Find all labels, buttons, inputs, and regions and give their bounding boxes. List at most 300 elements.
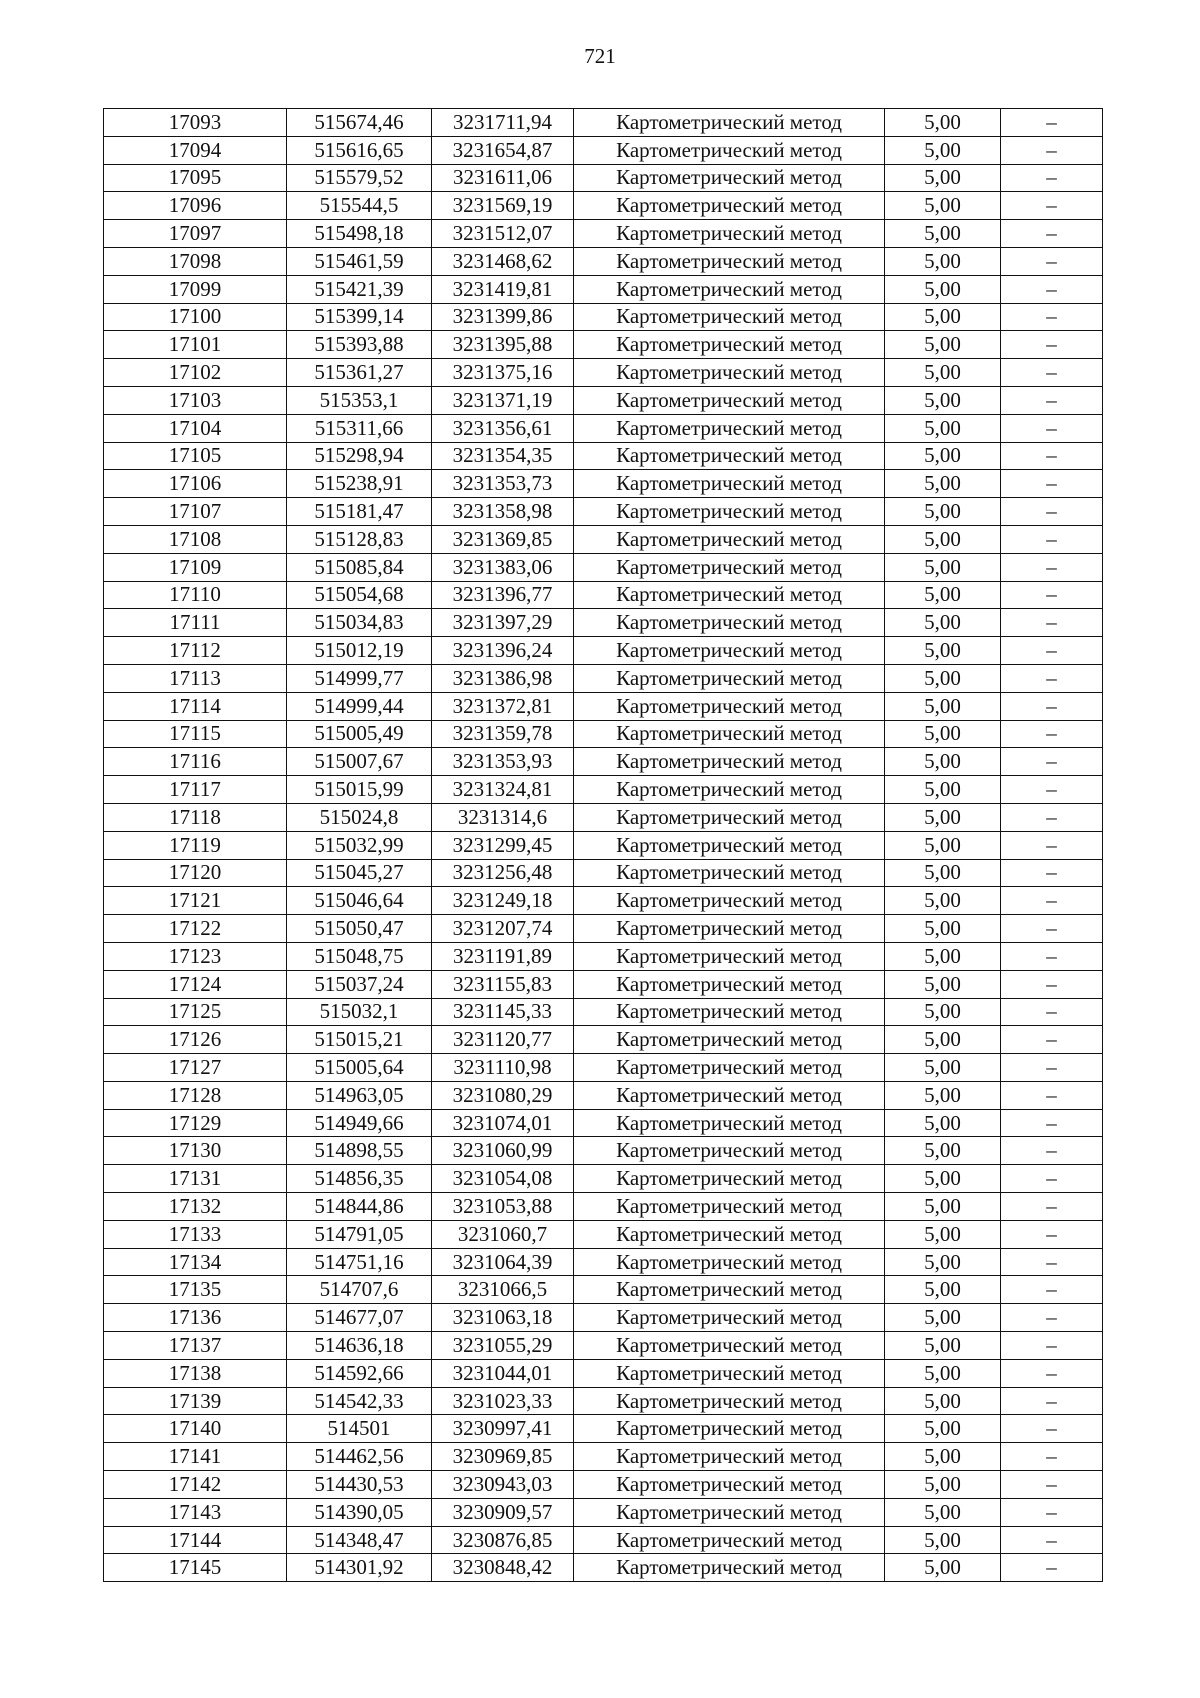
dash-cell: – — [1001, 164, 1103, 192]
x-coordinate-cell: 515361,27 — [287, 359, 432, 387]
point-number-cell: 17141 — [104, 1443, 287, 1471]
coordinates-table-body — [104, 109, 1103, 1582]
accuracy-cell: 5,00 — [885, 970, 1001, 998]
y-coordinate-cell: 3231314,6 — [432, 803, 574, 831]
accuracy-cell: 5,00 — [885, 386, 1001, 414]
point-number-cell: 17138 — [104, 1359, 287, 1387]
dash-cell: – — [1001, 1054, 1103, 1082]
point-number-cell: 17121 — [104, 887, 287, 915]
y-coordinate-cell: 3231299,45 — [432, 831, 574, 859]
accuracy-cell: 5,00 — [885, 1081, 1001, 1109]
y-coordinate-cell: 3231354,35 — [432, 442, 574, 470]
dash-cell: – — [1001, 386, 1103, 414]
x-coordinate-cell: 515238,91 — [287, 470, 432, 498]
table-row — [104, 109, 1103, 137]
y-coordinate-cell: 3231120,77 — [432, 1026, 574, 1054]
accuracy-cell: 5,00 — [885, 1276, 1001, 1304]
accuracy-cell: 5,00 — [885, 303, 1001, 331]
x-coordinate-cell: 515007,67 — [287, 748, 432, 776]
dash-cell: – — [1001, 247, 1103, 275]
table-row — [104, 1332, 1103, 1360]
accuracy-cell: 5,00 — [885, 1415, 1001, 1443]
method-cell: Картометрический метод — [574, 831, 885, 859]
y-coordinate-cell: 3231371,19 — [432, 386, 574, 414]
table-row — [104, 1109, 1103, 1137]
accuracy-cell: 5,00 — [885, 1165, 1001, 1193]
method-cell: Картометрический метод — [574, 386, 885, 414]
dash-cell: – — [1001, 942, 1103, 970]
dash-cell: – — [1001, 637, 1103, 665]
y-coordinate-cell: 3231054,08 — [432, 1165, 574, 1193]
dash-cell: – — [1001, 831, 1103, 859]
accuracy-cell: 5,00 — [885, 1193, 1001, 1221]
point-number-cell: 17114 — [104, 692, 287, 720]
y-coordinate-cell: 3231155,83 — [432, 970, 574, 998]
method-cell: Картометрический метод — [574, 136, 885, 164]
method-cell: Картометрический метод — [574, 887, 885, 915]
method-cell: Картометрический метод — [574, 803, 885, 831]
dash-cell: – — [1001, 303, 1103, 331]
method-cell: Картометрический метод — [574, 1443, 885, 1471]
x-coordinate-cell: 515015,21 — [287, 1026, 432, 1054]
table-row — [104, 498, 1103, 526]
dash-cell: – — [1001, 414, 1103, 442]
y-coordinate-cell: 3231053,88 — [432, 1193, 574, 1221]
x-coordinate-cell: 514592,66 — [287, 1359, 432, 1387]
accuracy-cell: 5,00 — [885, 1137, 1001, 1165]
method-cell: Картометрический метод — [574, 609, 885, 637]
y-coordinate-cell: 3231386,98 — [432, 664, 574, 692]
point-number-cell: 17107 — [104, 498, 287, 526]
dash-cell: – — [1001, 1554, 1103, 1582]
method-cell: Картометрический метод — [574, 164, 885, 192]
point-number-cell: 17102 — [104, 359, 287, 387]
table-row — [104, 553, 1103, 581]
accuracy-cell: 5,00 — [885, 637, 1001, 665]
dash-cell: – — [1001, 1137, 1103, 1165]
x-coordinate-cell: 515037,24 — [287, 970, 432, 998]
accuracy-cell: 5,00 — [885, 220, 1001, 248]
dash-cell: – — [1001, 1248, 1103, 1276]
accuracy-cell: 5,00 — [885, 1526, 1001, 1554]
x-coordinate-cell: 515399,14 — [287, 303, 432, 331]
x-coordinate-cell: 515050,47 — [287, 915, 432, 943]
accuracy-cell: 5,00 — [885, 498, 1001, 526]
point-number-cell: 17117 — [104, 776, 287, 804]
point-number-cell: 17135 — [104, 1276, 287, 1304]
accuracy-cell: 5,00 — [885, 275, 1001, 303]
dash-cell: – — [1001, 998, 1103, 1026]
method-cell: Картометрический метод — [574, 1498, 885, 1526]
method-cell: Картометрический метод — [574, 525, 885, 553]
method-cell: Картометрический метод — [574, 637, 885, 665]
y-coordinate-cell: 3231353,73 — [432, 470, 574, 498]
point-number-cell: 17094 — [104, 136, 287, 164]
accuracy-cell: 5,00 — [885, 1109, 1001, 1137]
table-row — [104, 1081, 1103, 1109]
table-row — [104, 414, 1103, 442]
dash-cell: – — [1001, 1220, 1103, 1248]
point-number-cell: 17134 — [104, 1248, 287, 1276]
y-coordinate-cell: 3231383,06 — [432, 553, 574, 581]
y-coordinate-cell: 3231397,29 — [432, 609, 574, 637]
y-coordinate-cell: 3231358,98 — [432, 498, 574, 526]
accuracy-cell: 5,00 — [885, 359, 1001, 387]
x-coordinate-cell: 514677,07 — [287, 1304, 432, 1332]
table-row — [104, 915, 1103, 943]
method-cell: Картометрический метод — [574, 1165, 885, 1193]
x-coordinate-cell: 514751,16 — [287, 1248, 432, 1276]
y-coordinate-cell: 3231066,5 — [432, 1276, 574, 1304]
point-number-cell: 17108 — [104, 525, 287, 553]
x-coordinate-cell: 514430,53 — [287, 1471, 432, 1499]
x-coordinate-cell: 515461,59 — [287, 247, 432, 275]
method-cell: Картометрический метод — [574, 1415, 885, 1443]
accuracy-cell: 5,00 — [885, 1304, 1001, 1332]
accuracy-cell: 5,00 — [885, 609, 1001, 637]
x-coordinate-cell: 514898,55 — [287, 1137, 432, 1165]
method-cell: Картометрический метод — [574, 442, 885, 470]
accuracy-cell: 5,00 — [885, 581, 1001, 609]
y-coordinate-cell: 3231419,81 — [432, 275, 574, 303]
dash-cell: – — [1001, 581, 1103, 609]
dash-cell: – — [1001, 359, 1103, 387]
accuracy-cell: 5,00 — [885, 1332, 1001, 1360]
y-coordinate-cell: 3231359,78 — [432, 720, 574, 748]
method-cell: Картометрический метод — [574, 331, 885, 359]
table-row — [104, 1026, 1103, 1054]
y-coordinate-cell: 3231468,62 — [432, 247, 574, 275]
accuracy-cell: 5,00 — [885, 1359, 1001, 1387]
y-coordinate-cell: 3231191,89 — [432, 942, 574, 970]
method-cell: Картометрический метод — [574, 1332, 885, 1360]
accuracy-cell: 5,00 — [885, 470, 1001, 498]
point-number-cell: 17115 — [104, 720, 287, 748]
y-coordinate-cell: 3231396,77 — [432, 581, 574, 609]
table-row — [104, 164, 1103, 192]
table-row — [104, 1498, 1103, 1526]
table-row — [104, 1165, 1103, 1193]
point-number-cell: 17131 — [104, 1165, 287, 1193]
accuracy-cell: 5,00 — [885, 776, 1001, 804]
point-number-cell: 17093 — [104, 109, 287, 137]
table-row — [104, 1387, 1103, 1415]
point-number-cell: 17104 — [104, 414, 287, 442]
x-coordinate-cell: 514949,66 — [287, 1109, 432, 1137]
y-coordinate-cell: 3231569,19 — [432, 192, 574, 220]
accuracy-cell: 5,00 — [885, 831, 1001, 859]
table-row — [104, 1554, 1103, 1582]
y-coordinate-cell: 3231369,85 — [432, 525, 574, 553]
method-cell: Картометрический метод — [574, 692, 885, 720]
x-coordinate-cell: 515005,64 — [287, 1054, 432, 1082]
point-number-cell: 17144 — [104, 1526, 287, 1554]
point-number-cell: 17097 — [104, 220, 287, 248]
accuracy-cell: 5,00 — [885, 942, 1001, 970]
method-cell: Картометрический метод — [574, 942, 885, 970]
dash-cell: – — [1001, 331, 1103, 359]
x-coordinate-cell: 514844,86 — [287, 1193, 432, 1221]
point-number-cell: 17128 — [104, 1081, 287, 1109]
y-coordinate-cell: 3231207,74 — [432, 915, 574, 943]
table-row — [104, 1415, 1103, 1443]
y-coordinate-cell: 3231060,99 — [432, 1137, 574, 1165]
table-row — [104, 609, 1103, 637]
x-coordinate-cell: 515393,88 — [287, 331, 432, 359]
method-cell: Картометрический метод — [574, 970, 885, 998]
point-number-cell: 17139 — [104, 1387, 287, 1415]
x-coordinate-cell: 515012,19 — [287, 637, 432, 665]
dash-cell: – — [1001, 442, 1103, 470]
dash-cell: – — [1001, 109, 1103, 137]
method-cell: Картометрический метод — [574, 720, 885, 748]
method-cell: Картометрический метод — [574, 1248, 885, 1276]
table-row — [104, 1248, 1103, 1276]
point-number-cell: 17142 — [104, 1471, 287, 1499]
dash-cell: – — [1001, 1109, 1103, 1137]
dash-cell: – — [1001, 1081, 1103, 1109]
point-number-cell: 17119 — [104, 831, 287, 859]
dash-cell: – — [1001, 803, 1103, 831]
accuracy-cell: 5,00 — [885, 109, 1001, 137]
dash-cell: – — [1001, 1304, 1103, 1332]
point-number-cell: 17103 — [104, 386, 287, 414]
point-number-cell: 17132 — [104, 1193, 287, 1221]
dash-cell: – — [1001, 915, 1103, 943]
dash-cell: – — [1001, 1026, 1103, 1054]
x-coordinate-cell: 515032,99 — [287, 831, 432, 859]
method-cell: Картометрический метод — [574, 1276, 885, 1304]
table-row — [104, 303, 1103, 331]
method-cell: Картометрический метод — [574, 1471, 885, 1499]
accuracy-cell: 5,00 — [885, 720, 1001, 748]
dash-cell: – — [1001, 553, 1103, 581]
y-coordinate-cell: 3231044,01 — [432, 1359, 574, 1387]
table-row — [104, 247, 1103, 275]
method-cell: Картометрический метод — [574, 247, 885, 275]
x-coordinate-cell: 514542,33 — [287, 1387, 432, 1415]
accuracy-cell: 5,00 — [885, 1387, 1001, 1415]
method-cell: Картометрический метод — [574, 1220, 885, 1248]
method-cell: Картометрический метод — [574, 1026, 885, 1054]
dash-cell: – — [1001, 1471, 1103, 1499]
x-coordinate-cell: 514301,92 — [287, 1554, 432, 1582]
x-coordinate-cell: 515034,83 — [287, 609, 432, 637]
table-row — [104, 1276, 1103, 1304]
point-number-cell: 17096 — [104, 192, 287, 220]
x-coordinate-cell: 515032,1 — [287, 998, 432, 1026]
dash-cell: – — [1001, 1359, 1103, 1387]
table-row — [104, 136, 1103, 164]
y-coordinate-cell: 3231080,29 — [432, 1081, 574, 1109]
accuracy-cell: 5,00 — [885, 915, 1001, 943]
method-cell: Картометрический метод — [574, 192, 885, 220]
y-coordinate-cell: 3230848,42 — [432, 1554, 574, 1582]
point-number-cell: 17116 — [104, 748, 287, 776]
point-number-cell: 17123 — [104, 942, 287, 970]
x-coordinate-cell: 515579,52 — [287, 164, 432, 192]
point-number-cell: 17122 — [104, 915, 287, 943]
dash-cell: – — [1001, 498, 1103, 526]
accuracy-cell: 5,00 — [885, 664, 1001, 692]
method-cell: Картометрический метод — [574, 1137, 885, 1165]
accuracy-cell: 5,00 — [885, 1554, 1001, 1582]
point-number-cell: 17143 — [104, 1498, 287, 1526]
y-coordinate-cell: 3231064,39 — [432, 1248, 574, 1276]
y-coordinate-cell: 3231375,16 — [432, 359, 574, 387]
point-number-cell: 17099 — [104, 275, 287, 303]
method-cell: Картометрический метод — [574, 1526, 885, 1554]
method-cell: Картометрический метод — [574, 915, 885, 943]
accuracy-cell: 5,00 — [885, 887, 1001, 915]
table-row — [104, 1054, 1103, 1082]
table-row — [104, 803, 1103, 831]
x-coordinate-cell: 514856,35 — [287, 1165, 432, 1193]
method-cell: Картометрический метод — [574, 470, 885, 498]
table-row — [104, 637, 1103, 665]
x-coordinate-cell: 515045,27 — [287, 859, 432, 887]
table-row — [104, 1526, 1103, 1554]
dash-cell: – — [1001, 1415, 1103, 1443]
point-number-cell: 17106 — [104, 470, 287, 498]
method-cell: Картометрический метод — [574, 664, 885, 692]
point-number-cell: 17105 — [104, 442, 287, 470]
dash-cell: – — [1001, 609, 1103, 637]
accuracy-cell: 5,00 — [885, 164, 1001, 192]
x-coordinate-cell: 515054,68 — [287, 581, 432, 609]
dash-cell: – — [1001, 720, 1103, 748]
accuracy-cell: 5,00 — [885, 1248, 1001, 1276]
method-cell: Картометрический метод — [574, 748, 885, 776]
table-row — [104, 192, 1103, 220]
method-cell: Картометрический метод — [574, 859, 885, 887]
table-row — [104, 220, 1103, 248]
table-row — [104, 470, 1103, 498]
table-row — [104, 748, 1103, 776]
point-number-cell: 17125 — [104, 998, 287, 1026]
x-coordinate-cell: 515498,18 — [287, 220, 432, 248]
method-cell: Картометрический метод — [574, 1359, 885, 1387]
y-coordinate-cell: 3230876,85 — [432, 1526, 574, 1554]
x-coordinate-cell: 515181,47 — [287, 498, 432, 526]
accuracy-cell: 5,00 — [885, 1054, 1001, 1082]
accuracy-cell: 5,00 — [885, 803, 1001, 831]
point-number-cell: 17145 — [104, 1554, 287, 1582]
y-coordinate-cell: 3231055,29 — [432, 1332, 574, 1360]
method-cell: Картометрический метод — [574, 1554, 885, 1582]
accuracy-cell: 5,00 — [885, 998, 1001, 1026]
x-coordinate-cell: 515544,5 — [287, 192, 432, 220]
y-coordinate-cell: 3231145,33 — [432, 998, 574, 1026]
accuracy-cell: 5,00 — [885, 136, 1001, 164]
table-row — [104, 1137, 1103, 1165]
y-coordinate-cell: 3231395,88 — [432, 331, 574, 359]
page-number: 721 — [584, 44, 616, 68]
accuracy-cell: 5,00 — [885, 1471, 1001, 1499]
accuracy-cell: 5,00 — [885, 1498, 1001, 1526]
method-cell: Картометрический метод — [574, 359, 885, 387]
accuracy-cell: 5,00 — [885, 414, 1001, 442]
y-coordinate-cell: 3230909,57 — [432, 1498, 574, 1526]
x-coordinate-cell: 515046,64 — [287, 887, 432, 915]
table-row — [104, 581, 1103, 609]
coordinates-table — [103, 108, 1103, 1582]
dash-cell: – — [1001, 776, 1103, 804]
dash-cell: – — [1001, 470, 1103, 498]
point-number-cell: 17127 — [104, 1054, 287, 1082]
y-coordinate-cell: 3231356,61 — [432, 414, 574, 442]
point-number-cell: 17112 — [104, 637, 287, 665]
x-coordinate-cell: 514462,56 — [287, 1443, 432, 1471]
point-number-cell: 17100 — [104, 303, 287, 331]
y-coordinate-cell: 3231063,18 — [432, 1304, 574, 1332]
method-cell: Картометрический метод — [574, 1387, 885, 1415]
table-row — [104, 692, 1103, 720]
method-cell: Картометрический метод — [574, 1193, 885, 1221]
table-row — [104, 386, 1103, 414]
dash-cell: – — [1001, 1276, 1103, 1304]
table-row — [104, 998, 1103, 1026]
y-coordinate-cell: 3231512,07 — [432, 220, 574, 248]
x-coordinate-cell: 514999,44 — [287, 692, 432, 720]
accuracy-cell: 5,00 — [885, 192, 1001, 220]
table-row — [104, 1443, 1103, 1471]
point-number-cell: 17111 — [104, 609, 287, 637]
accuracy-cell: 5,00 — [885, 525, 1001, 553]
accuracy-cell: 5,00 — [885, 331, 1001, 359]
method-cell: Картометрический метод — [574, 1081, 885, 1109]
y-coordinate-cell: 3230943,03 — [432, 1471, 574, 1499]
accuracy-cell: 5,00 — [885, 1026, 1001, 1054]
method-cell: Картометрический метод — [574, 414, 885, 442]
x-coordinate-cell: 514707,6 — [287, 1276, 432, 1304]
point-number-cell: 17130 — [104, 1137, 287, 1165]
y-coordinate-cell: 3231711,94 — [432, 109, 574, 137]
y-coordinate-cell: 3230997,41 — [432, 1415, 574, 1443]
table-row — [104, 970, 1103, 998]
method-cell: Картометрический метод — [574, 303, 885, 331]
point-number-cell: 17110 — [104, 581, 287, 609]
y-coordinate-cell: 3231249,18 — [432, 887, 574, 915]
method-cell: Картометрический метод — [574, 109, 885, 137]
method-cell: Картометрический метод — [574, 498, 885, 526]
dash-cell: – — [1001, 887, 1103, 915]
accuracy-cell: 5,00 — [885, 442, 1001, 470]
table-row — [104, 664, 1103, 692]
y-coordinate-cell: 3231353,93 — [432, 748, 574, 776]
table-row — [104, 442, 1103, 470]
point-number-cell: 17126 — [104, 1026, 287, 1054]
table-row — [104, 359, 1103, 387]
x-coordinate-cell: 514501 — [287, 1415, 432, 1443]
point-number-cell: 17136 — [104, 1304, 287, 1332]
point-number-cell: 17095 — [104, 164, 287, 192]
point-number-cell: 17118 — [104, 803, 287, 831]
y-coordinate-cell: 3231060,7 — [432, 1220, 574, 1248]
x-coordinate-cell: 515311,66 — [287, 414, 432, 442]
table-row — [104, 1359, 1103, 1387]
dash-cell: – — [1001, 1498, 1103, 1526]
y-coordinate-cell: 3231396,24 — [432, 637, 574, 665]
accuracy-cell: 5,00 — [885, 692, 1001, 720]
accuracy-cell: 5,00 — [885, 553, 1001, 581]
y-coordinate-cell: 3231110,98 — [432, 1054, 574, 1082]
method-cell: Картометрический метод — [574, 776, 885, 804]
table-row — [104, 887, 1103, 915]
dash-cell: – — [1001, 1165, 1103, 1193]
point-number-cell: 17109 — [104, 553, 287, 581]
dash-cell: – — [1001, 136, 1103, 164]
